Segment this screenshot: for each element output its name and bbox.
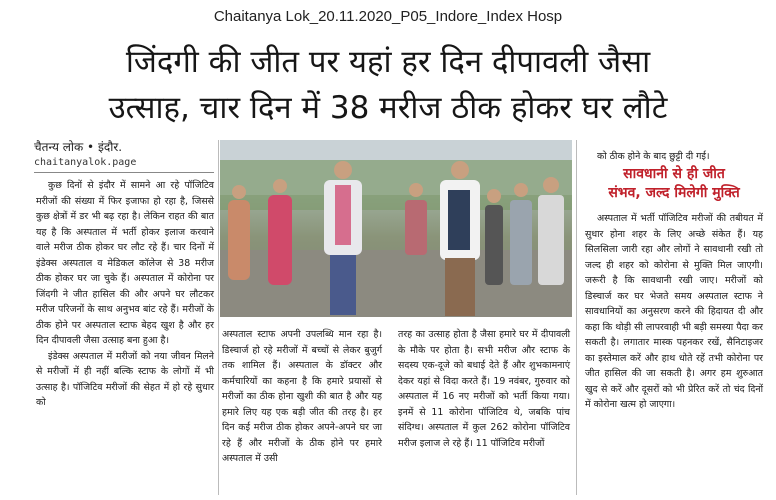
paragraph: अस्पताल में भर्ती पॉजिटिव मरीजों की तबीयत में सुधार होना शहर के लिए अच्छे संकेत हैं। यह सिलसिला जारी रहा और लोगों ने सावधानी रखी तो जल्द ही शहर को कोरोना से मुक्ति मिल जाएगी। जरूरी है कि सावधानी रखी जाए। मरीजों को डिस्चार्ज कर घर भेजते समय अस्पताल स्टाफ ने सावधानियों का अनुसरण करने की हिदायत दी और कहा कि थोड़ी सी लापरवाही भी बड़ी समस्या पैदा कर सकती है। लगातार मास्क पहनकर रखें, सैनिटाइजर का इस्तेमाल करें और हाथ धोते रहें तभी कोरोना पर जीत हासिल की जा सकती है। अगर हम शुरुआत खुद से करें और दूसरों को भी प्रेरित करें तो चंद दिनों में कोरोना खत्म हो जाएगा। bbox=[585, 213, 763, 410]
byline bbox=[34, 138, 214, 168]
paragraph: इंडेक्स अस्पताल में मरीजों को नया जीवन मिलने से मरीजों में ही नहीं बल्कि स्टाफ के लोगों में भी उत्साह है। पॉजिटिव मरीजों की सेहत में हो रहे सुधार को bbox=[36, 350, 214, 408]
article-column-1 bbox=[36, 178, 214, 411]
article-column-3 bbox=[398, 327, 570, 451]
headline-line-1: जिंदगी की जीत पर यहां हर दिन दीपावली जैसा bbox=[125, 44, 651, 80]
byline-divider bbox=[34, 172, 214, 173]
photo-illustration bbox=[220, 140, 572, 317]
headline-line-2: उत्साह, चार दिन में 38 मरीज ठीक होकर घर लौटे bbox=[108, 90, 668, 126]
article-column-4-top bbox=[585, 149, 763, 164]
news-photo bbox=[220, 140, 572, 317]
subheadline-line-1: सावधानी से ही जीत bbox=[623, 166, 725, 182]
clipping-caption: Chaitanya Lok_20.11.2020_P05_Indore_Index Hosp bbox=[213, 8, 563, 25]
subheadline bbox=[585, 165, 763, 203]
paragraph: तरह का उत्साह होता है जैसा हमारे घर में दीपावली के मौके पर होता है। सभी मरीज और स्टाफ के सदस्य एक-दूजे को बधाई देते हैं और शुभकामनाएं देकर यहां से विदा करते हैं। 19 नवंबर, गुरुवार को अस्पताल में 16 नए मरीजों को भर्ती किया गया। इनमें से 11 कोरोना पॉजिटिव थे, जबकि पांच संदिग्ध। अस्पताल में कुल 262 कोरोना पॉजिटिव मरीज इलाज ले रहे हैं। 11 पॉजिटिव मरीजों bbox=[398, 329, 570, 449]
byline-source: चैतन्य लोक • इंदौर. bbox=[34, 140, 123, 154]
column-divider bbox=[576, 140, 577, 495]
subheadline-line-2: संभव, जल्द मिलेगी मुक्ति bbox=[608, 185, 740, 201]
byline-website: chaitanyalok.page bbox=[34, 157, 137, 168]
column-divider bbox=[218, 140, 219, 495]
article-column-2 bbox=[222, 327, 382, 467]
paragraph: कुछ दिनों से इंदौर में सामने आ रहे पॉजिटिव मरीजों की संख्या में फिर इजाफा हो रहा है, जिससे कुछ क्षेत्रों में डर भी बढ़ रहा है। लेकिन राहत की बात यह है कि अस्पताल में भर्ती होकर इलाज करवाने वाले मरीज ठीक होकर घर लौट रहे हैं। चार दिनों में इंडेक्स अस्पताल व मेडिकल कॉलेज से 38 मरीज ठीक होकर घर जा चुके हैं। अस्पताल में कोरोना पर जिंदगी ने जीत हासिल की और अपने घर लौटकर मरीज परिजनों के साथ अनुभव बांट रहे हैं। मरीजों के ठीक होने पर अस्पताल स्टाफ बेहद खुश है और हर दिन दीपावली जैसा उत्साह बना हुआ है। bbox=[36, 180, 214, 346]
paragraph: अस्पताल स्टाफ अपनी उपलब्धि मान रहा है। डिस्चार्ज हो रहे मरीजों में बच्चों से लेकर बुजुर्ग तक शामिल हैं। अस्पताल के डॉक्टर और कर्मचारियों का कहना है कि हमारे प्रयासों से मरीजों का ठीक होना खुशी की बात है और यह हमारे लिए यह एक बड़ी जीत की तरह है। हर दिन कई मरीज ठीक होकर अपने-अपने घर जा रहे हैं और मरीजों के ठीक होने पर हमारे अस्पताल में उसी bbox=[222, 329, 382, 464]
article-column-4 bbox=[585, 211, 763, 413]
paragraph: को ठीक होने के बाद छुट्टी दी गई। bbox=[597, 151, 710, 162]
